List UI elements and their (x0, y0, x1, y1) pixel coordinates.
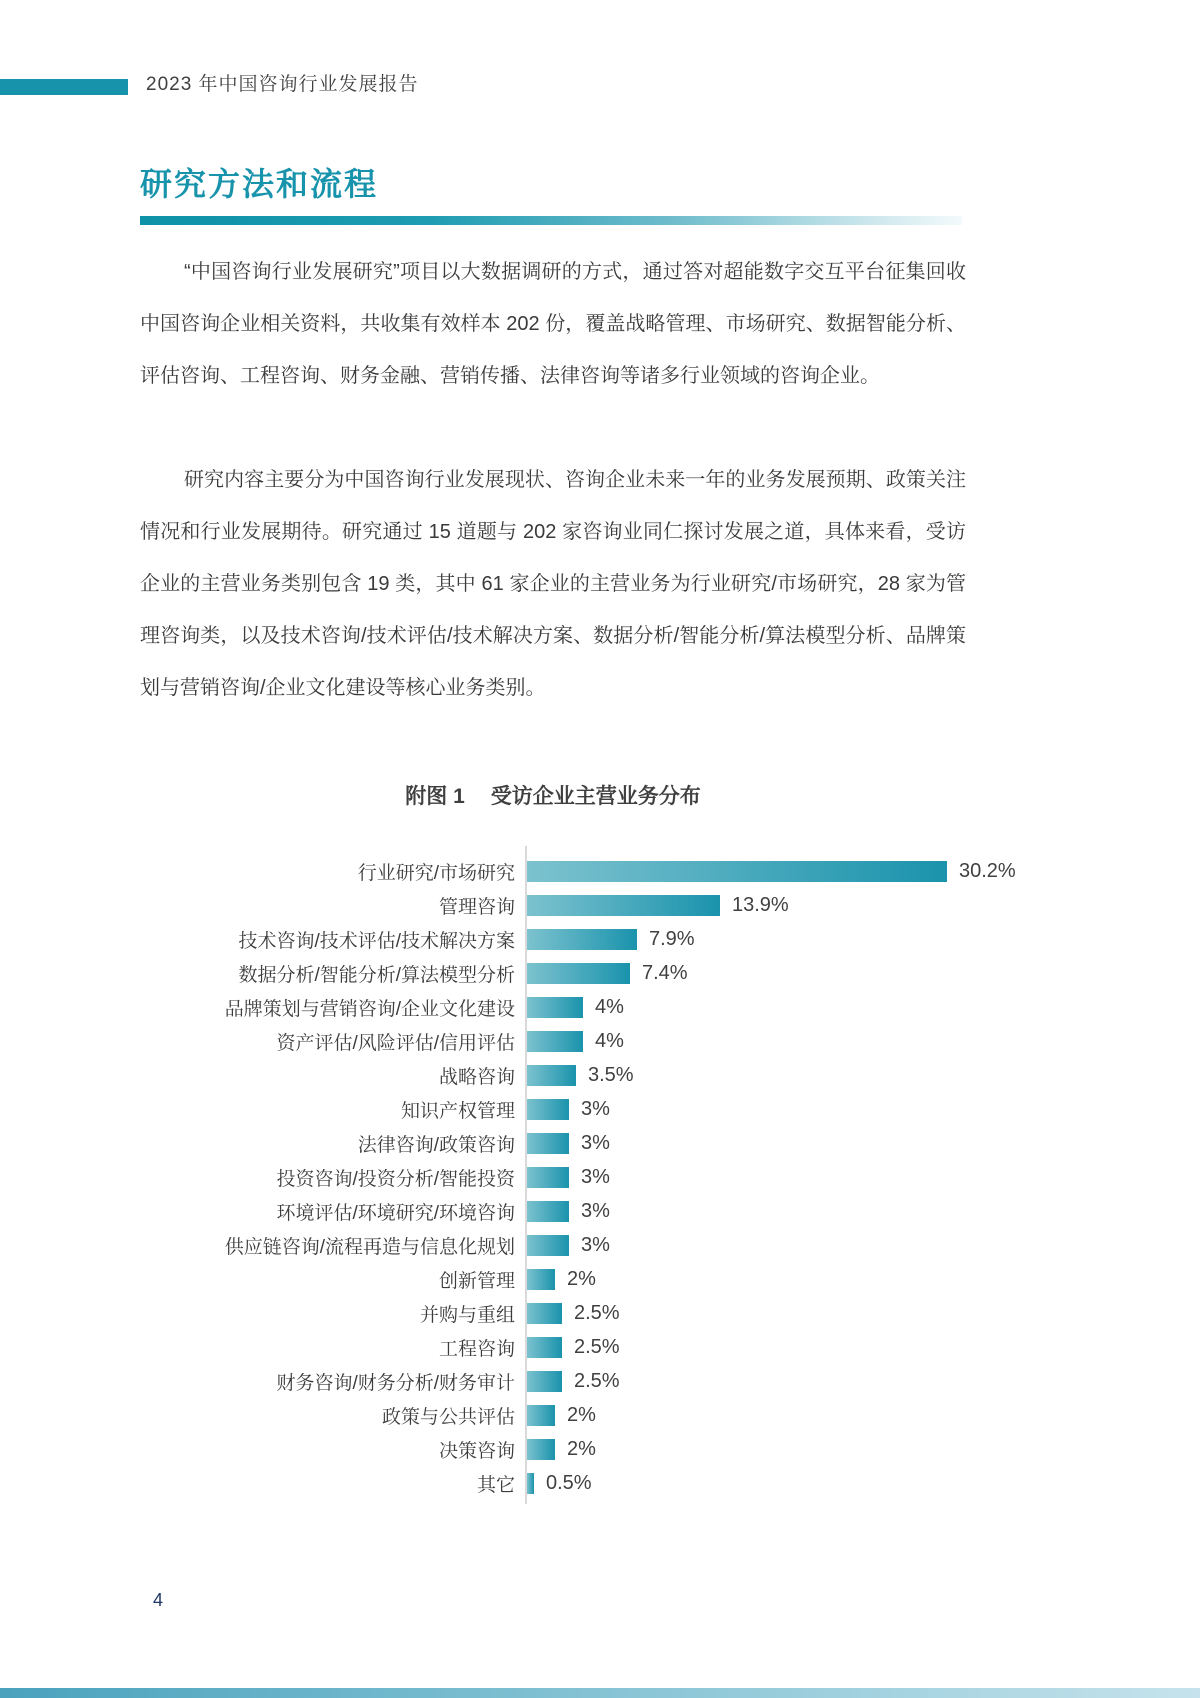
chart-bar-area (527, 996, 624, 1019)
chart-value-label: 2% (567, 1403, 596, 1426)
chart-category-label: 创新管理 (438, 1270, 515, 1292)
chart-value-label: 4% (595, 1029, 624, 1052)
chart-row (140, 990, 1040, 1024)
chart-value-label: 3% (581, 1199, 610, 1222)
chart-bar-area (527, 894, 789, 917)
chart-value-label: 3% (581, 1131, 610, 1154)
chart-row (140, 1024, 1040, 1058)
chart-value-label: 30.2% (959, 859, 1016, 882)
chart-bar-area (527, 1404, 596, 1427)
chart-value-label: 2.5% (574, 1335, 620, 1358)
chart-category-label: 管理咨询 (438, 896, 515, 918)
section-title-rule (140, 216, 962, 225)
chart-bar (527, 1065, 576, 1086)
chart-category-label: 其它 (476, 1474, 515, 1496)
chart-bar-area (527, 1438, 596, 1461)
chart-bar-area (527, 1132, 610, 1155)
paragraph-2-text: 研究内容主要分为中国咨询行业发展现状、咨询企业未来一年的业务发展预期、政策关注情况和行业发展期待。研究通过 15 道题与 202 家咨询业同仁探讨发展之道，具体来看，受访企业的主营业务类别包含 19 类，其中 61 家企业的主营业务为行业研究/市场研究，28 家为管理咨询类，以及技术咨询/技术评估/技术解决方案、数据分析/智能分析/算法模型分析、品牌策划与营销咨询/企业文化建设等核心业务类别。 (140, 469, 966, 699)
paragraph-1-text: “中国咨询行业发展研究”项目以大数据调研的方式，通过答对超能数字交互平台征集回收中国咨询企业相关资料，共收集有效样本 202 份，覆盖战略管理、市场研究、数据智能分析、评估咨询、工程咨询、财务金融、营销传播、法律咨询等诸多行业领域的咨询企业。 (140, 261, 966, 387)
chart-row (140, 888, 1040, 922)
chart-row (140, 1092, 1040, 1126)
chart-bar-area (527, 1370, 620, 1393)
chart-bar (527, 929, 637, 950)
chart-bar (527, 1405, 555, 1426)
chart-bar-area (527, 1336, 620, 1359)
chart-category-label: 决策咨询 (438, 1440, 515, 1462)
chart-row (140, 1398, 1040, 1432)
chart-category-label: 工程咨询 (438, 1338, 515, 1360)
chart-value-label: 13.9% (732, 893, 789, 916)
chart-category-label: 法律咨询/政策咨询 (357, 1134, 515, 1156)
chart-category-label: 技术咨询/技术评估/技术解决方案 (238, 930, 515, 952)
chart-value-label: 0.5% (546, 1471, 592, 1494)
chart-bar (527, 861, 947, 882)
chart-bar-area (527, 1268, 596, 1291)
chart-category-label: 投资咨询/投资分析/智能投资 (276, 1168, 515, 1190)
chart-category-label: 环境评估/环境研究/环境咨询 (276, 1202, 515, 1224)
figure-label: 附图 1 (405, 785, 465, 808)
chart-bar-area (527, 1030, 624, 1053)
chart-bar (527, 1099, 569, 1120)
chart-value-label: 3% (581, 1233, 610, 1256)
chart-bar (527, 997, 583, 1018)
chart-bar (527, 963, 630, 984)
section-title: 研究方法和流程 (140, 166, 379, 203)
chart-row (140, 1330, 1040, 1364)
chart-category-label: 品牌策划与营销咨询/企业文化建设 (224, 998, 515, 1020)
chart-bar (527, 1269, 555, 1290)
bottom-decoration-strip (0, 1688, 1200, 1698)
chart-bar (527, 1473, 534, 1494)
chart-category-label: 数据分析/智能分析/算法模型分析 (238, 964, 515, 986)
chart-bar (527, 1133, 569, 1154)
chart-category-label: 财务咨询/财务分析/财务审计 (276, 1372, 515, 1394)
chart-bar-area (527, 1064, 634, 1087)
chart-row (140, 1228, 1040, 1262)
figure-caption (140, 780, 966, 810)
paragraph-2 (140, 454, 966, 714)
chart-rows (140, 854, 1040, 1500)
chart-category-label: 知识产权管理 (400, 1100, 515, 1122)
chart-row (140, 1432, 1040, 1466)
chart-bar (527, 1201, 569, 1222)
chart-value-label: 2.5% (574, 1369, 620, 1392)
chart-row (140, 1058, 1040, 1092)
chart-value-label: 3.5% (588, 1063, 634, 1086)
chart-value-label: 2% (567, 1437, 596, 1460)
header-accent-bar (0, 79, 128, 95)
chart-row (140, 854, 1040, 888)
chart-row (140, 1466, 1040, 1500)
chart-row (140, 1160, 1040, 1194)
chart-category-label: 并购与重组 (419, 1304, 515, 1326)
chart-row (140, 1194, 1040, 1228)
bar-chart (140, 854, 1040, 1500)
page-number: 4 (153, 1590, 164, 1610)
report-title: 2023 年中国咨询行业发展报告 (146, 74, 419, 95)
chart-bar (527, 1235, 569, 1256)
chart-value-label: 7.9% (649, 927, 695, 950)
chart-bar (527, 1167, 569, 1188)
chart-row (140, 1262, 1040, 1296)
chart-bar-area (527, 962, 688, 985)
chart-bar (527, 895, 720, 916)
chart-row (140, 1126, 1040, 1160)
chart-bar-area (527, 1166, 610, 1189)
chart-bar-area (527, 1200, 610, 1223)
chart-value-label: 7.4% (642, 961, 688, 984)
chart-bar-area (527, 860, 1016, 883)
chart-row (140, 1364, 1040, 1398)
chart-category-label: 政策与公共评估 (381, 1406, 515, 1428)
chart-category-label: 行业研究/市场研究 (357, 862, 515, 884)
paragraph-1 (140, 246, 966, 402)
chart-value-label: 3% (581, 1097, 610, 1120)
chart-category-label: 资产评估/风险评估/信用评估 (276, 1032, 515, 1054)
chart-bar-area (527, 1234, 610, 1257)
chart-bar (527, 1371, 562, 1392)
chart-value-label: 3% (581, 1165, 610, 1188)
chart-value-label: 4% (595, 995, 624, 1018)
figure-title: 受访企业主营业务分布 (490, 785, 701, 808)
chart-category-label: 战略咨询 (438, 1066, 515, 1088)
chart-value-label: 2.5% (574, 1301, 620, 1324)
chart-value-label: 2% (567, 1267, 596, 1290)
chart-row (140, 922, 1040, 956)
chart-bar-area (527, 1302, 620, 1325)
chart-bar (527, 1303, 562, 1324)
chart-bar-area (527, 1472, 592, 1495)
chart-category-label: 供应链咨询/流程再造与信息化规划 (224, 1236, 515, 1258)
chart-bar-area (527, 1098, 610, 1121)
chart-row (140, 956, 1040, 990)
chart-bar (527, 1337, 562, 1358)
chart-bar-area (527, 928, 695, 951)
chart-bar (527, 1031, 583, 1052)
chart-bar (527, 1439, 555, 1460)
chart-row (140, 1296, 1040, 1330)
